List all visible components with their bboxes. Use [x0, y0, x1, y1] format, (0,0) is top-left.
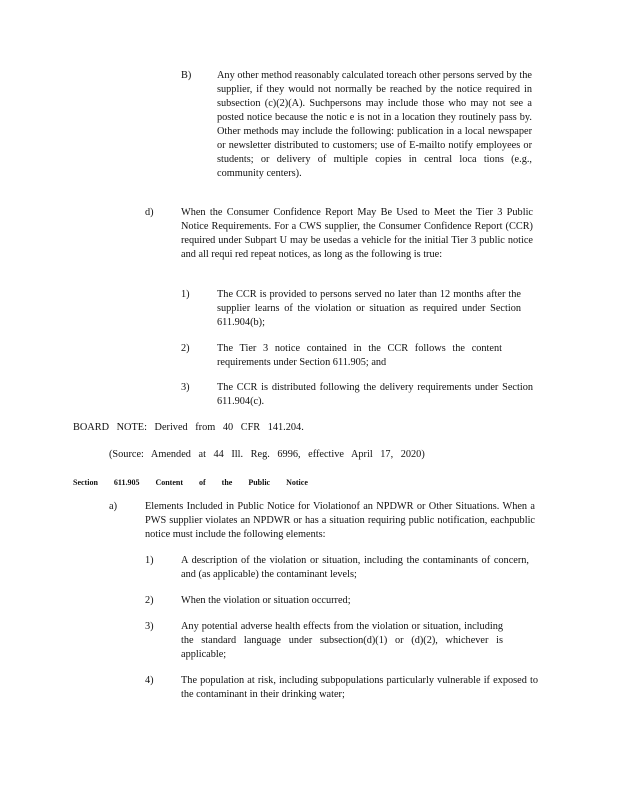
item-d3-label: 3) [181, 382, 190, 393]
item-b-label: B) [181, 70, 192, 81]
item-a4-label: 4) [145, 675, 154, 686]
item-b-text: Any other method reasonably calculated toreach other persons served by the supplier, if they would not normally be reached by the notice required in subsection (c)(2)(A). Suchpersons may include those who may not see a posted notice because the notic e is not in a location they routinely pass by. Other methods may include the following: publication in a local newspaper or newsletter distributed to customers; use of E-mailto notify employees or students; or delivery of multiple copies in central loca tions (e.g., community centers). [217, 70, 532, 179]
item-a3-text: Any potential adverse health effects from the violation or situation, including the standard language under subsection(d)(1) or (d)(2), whichever is applicable; [181, 621, 503, 660]
source-note: (Source: Amended at 44 Ill. Reg. 6996, effective April 17, 2020) [109, 449, 425, 460]
board-note: BOARD NOTE: Derived from 40 CFR 141.204. [73, 422, 304, 433]
item-a2-label: 2) [145, 595, 154, 606]
item-d1-label: 1) [181, 289, 190, 300]
item-a-text: Elements Included in Public Notice for Violationof an NPDWR or Other Situations. When a PWS supplier violates an NPDWR or has a situation requiring public notification, eachpublic notice must include the following elements: [145, 501, 535, 540]
section-heading: Section 611.905 Content of the Public Notice [73, 478, 308, 487]
item-d-label: d) [145, 207, 154, 218]
item-a1-label: 1) [145, 555, 154, 566]
item-a4-text: The population at risk, including subpopulations particularly vulnerable if exposed to the contaminant in their drinking water; [181, 675, 538, 700]
item-d2-label: 2) [181, 343, 190, 354]
item-d2-text: The Tier 3 notice contained in the CCR follows the content requirements under Section 611.905; and [217, 343, 502, 368]
item-a2-text: When the violation or situation occurred; [181, 595, 351, 606]
item-a1-text: A description of the violation or situation, including the contaminants of concern, and (as applicable) the contaminant levels; [181, 555, 529, 580]
item-d1-text: The CCR is provided to persons served no later than 12 months after the supplier learns of the violation or situation as required under Section 611.904(b); [217, 289, 521, 328]
item-a-label: a) [109, 501, 117, 512]
item-d-text: When the Consumer Confidence Report May Be Used to Meet the Tier 3 Public Notice Requirements. For a CWS supplier, the Consumer Confidence Report (CCR) required under Subpart U may be usedas a vehicle for the initial Tier 3 public notice and all requi red repeat notices, as long as the following is true: [181, 207, 533, 260]
item-a3-label: 3) [145, 621, 154, 632]
item-d3-text: The CCR is distributed following the delivery requirements under Section 611.904(c). [217, 382, 533, 407]
